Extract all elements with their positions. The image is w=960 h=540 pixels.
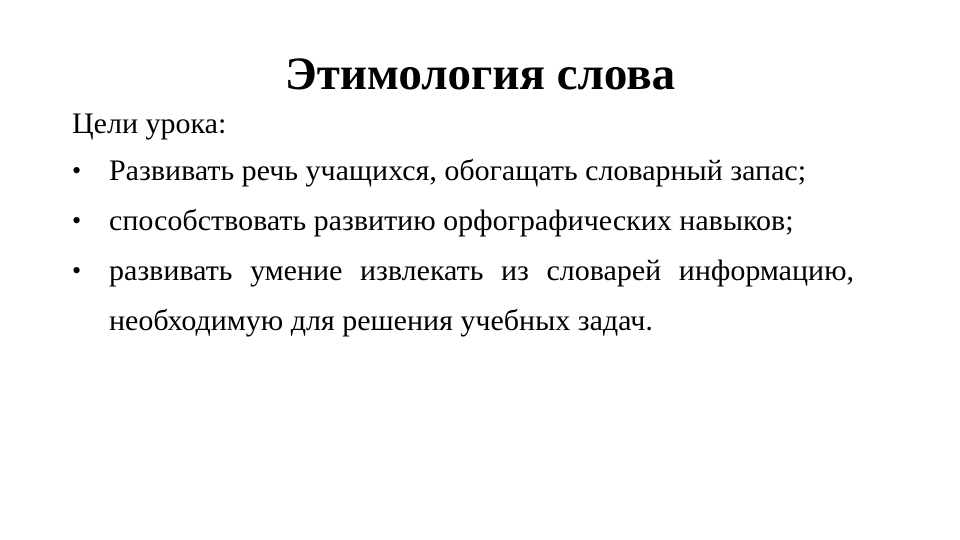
goal-text: Развивать речь учащихся, обогащать словарный запас; [109,154,807,187]
goal-text: способствовать развитию орфографических навыков; [109,204,794,237]
list-item [72,146,854,196]
list-item [72,196,854,246]
slide-title: Этимология слова [284,48,676,100]
goal-text: развивать умение извлекать из словарей информацию, необходимую для решения учебных задач. [109,254,854,337]
list-item [72,246,854,346]
bullet-icon: • [72,256,82,285]
bullet-icon: • [72,206,82,235]
bullet-icon: • [72,156,82,185]
lesson-goals-list [72,146,854,346]
lesson-goals-heading: Цели урока: [72,107,227,140]
